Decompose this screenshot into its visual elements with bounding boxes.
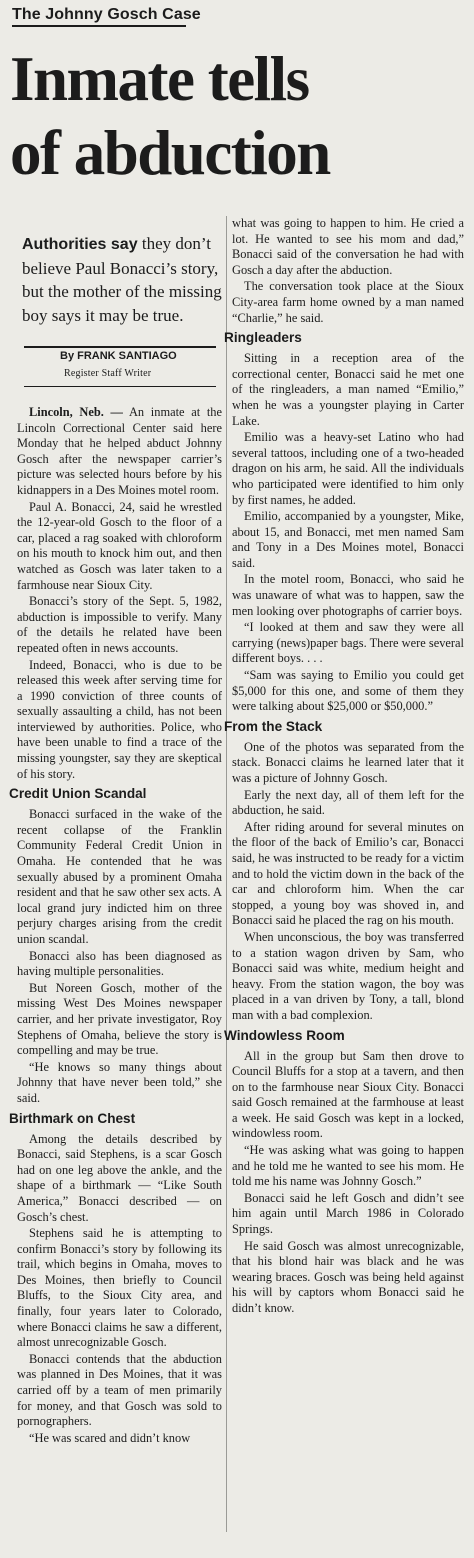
paragraph: Emilio, accompanied by a youngster, Mike, about 15, and Bonacci, met men named Sam and Tony in a Des Moines motel, Bonacci said. xyxy=(232,509,464,570)
byline-rule-top xyxy=(24,346,216,348)
paragraph: All in the group but Sam then drove to Council Bluffs for a stop at a tavern, and then on to the farmhouse near Sioux City. Bonacci said Gosch remained at the farmhouse at least a week. He said Gosch was kept in a locked, windowless room. xyxy=(232,1048,464,1141)
paragraph: But Noreen Gosch, mother of the missing West Des Moines newspaper carrier, and her private investigator, Roy Stephens of Omaha, believe the story is compelling and may be true. xyxy=(17,980,222,1058)
paragraph: Early the next day, all of them left for the abduction, he said. xyxy=(232,787,464,818)
paragraph: He said Gosch was almost unrecognizable, that his blond hair was black and he was wearing braces. Gosch was being held against his will by captors whom Bonacci said he didn’t know. xyxy=(232,1238,464,1315)
paragraph: “He knows so many things about Johnny that have never been told,” she said. xyxy=(17,1059,222,1105)
paragraph: “Sam was saying to Emilio you could get $5,000 for this one, and some of them they were talking about $25,000 or $50,000.” xyxy=(232,668,464,714)
byline-rule-bottom xyxy=(24,386,216,387)
paragraph: Paul A. Bonacci, 24, said he wrestled the 12-year-old Gosch to the floor of a car, placed a rag soaked with chloroform on his mouth to knock him out, and then watched as Gosch was later taken to a farmhouse near Sioux City. xyxy=(17,499,222,592)
paragraph: Among the details described by Bonacci, said Stephens, is a scar Gosch had on one leg above the ankle, and the shape of a birthmark — “Like South America,” Bonacci described — on Gosch’s chest. xyxy=(17,1131,222,1224)
paragraph: Sitting in a reception area of the correctional center, Bonacci said he met one of the ringleaders, a man named “Emilio,” when he was a youngster playing in Carter Lake. xyxy=(232,351,464,428)
paragraph: “He was scared and didn’t know xyxy=(29,1430,191,1445)
paragraph xyxy=(17,405,222,499)
dateline: Lincoln, Neb. — xyxy=(29,405,123,419)
paragraph: Stephens said he is attempting to confirm Bonacci’s story by following its trail, which begins in Omaha, moves to Des Moines, then briefly to Council Bluffs, to the Sioux City area, and finally, four years later to Colorado, where Bonacci claims he saw a different, almost unrecognizable Gosch. xyxy=(17,1226,222,1350)
byline-title: Register Staff Writer xyxy=(64,368,152,379)
subhead-credit-union-scandal: Credit Union Scandal xyxy=(9,786,147,802)
subhead-from-the-stack: From the Stack xyxy=(224,718,323,734)
byline: By FRANK SANTIAGO xyxy=(60,350,177,362)
paragraph: In the motel room, Bonacci, who said he was unaware of what was to happen, saw the men looking over photographs of carrier boys. xyxy=(232,572,464,618)
column-2 xyxy=(224,216,464,1318)
paragraph: Emilio was a heavy-set Latino who had several tattoos, including one of a two-headed dragon on his arm, he said. All the individuals who participated were identified to him only by first names, he added. xyxy=(232,430,464,507)
column-1 xyxy=(9,405,222,1447)
paragraph: After riding around for several minutes on the floor of the back of Emilio’s car, Bonacci said, he was instructed to be ready for a victim and to hold the victim down in the back of the car and chloroform him. When the car stopped, a young boy was shoved in, and Bonacci said he placed the rag on his mouth. xyxy=(232,819,464,928)
column-divider xyxy=(226,216,227,1532)
deck-lead: Authorities say xyxy=(22,236,138,253)
paragraph: Bonacci surfaced in the wake of the recent collapse of the Franklin Community Federal Credit Union in Omaha. He contended that he was sexually abused by a prominent Omaha resident and that he saw other sex acts. A local grand jury indicted him on three perjury charges arising from the credit union scandal. xyxy=(17,807,222,946)
paragraph: Bonacci’s story of the Sept. 5, 1982, abduction is impossible to verify. Many of the details he related have been repeated often in news accounts. xyxy=(17,594,222,655)
paragraph: Bonacci also has been diagnosed as having multiple personalities. xyxy=(17,948,222,979)
paragraph: Bonacci contends that the abduction was planned in Des Moines, that it was carried off by a team of men primarily for money, and that Gosch was sold to pornographers. xyxy=(17,1351,222,1429)
headline xyxy=(10,42,470,190)
deck-text: they don’t believe Paul Bonacci’s story, but the mother of the missing boy says it may be true. xyxy=(22,234,222,325)
series-label: The Johnny Gosch Case xyxy=(12,6,186,27)
headline-line-2: of abduction xyxy=(10,118,330,188)
paragraph: Indeed, Bonacci, who is due to be released this week after serving time for a 1990 conviction of three counts of sexually assaulting a child, has not been interviewed by authorities. Police, who have been unable to find a trace of the missing youngster, say they are skeptical of his story. xyxy=(17,657,222,781)
paragraph: Bonacci said he left Gosch and didn’t see him again until March 1986 in Colorado Springs. xyxy=(232,1190,464,1237)
paragraph: One of the photos was separated from the stack. Bonacci claims he learned later that it was a picture of Johnny Gosch. xyxy=(232,739,464,785)
paragraph: The conversation took place at the Sioux City-area farm home owned by a man named “Charlie,” he said. xyxy=(232,279,464,325)
subhead-birthmark-on-chest: Birthmark on Chest xyxy=(9,1110,136,1126)
paragraph: When unconscious, the boy was transferred to a station wagon driven by Sam, who Bonacci said was white, medium height and heavy. From the station wagon, the boy was placed in a van driven by Tony, a tall, blond man with a bad complexion. xyxy=(232,929,464,1022)
headline-line-1: Inmate tells xyxy=(10,44,309,114)
deck xyxy=(22,232,222,327)
paragraph: “He was asking what was going to happen and he told me he wanted to see his mom. He told me his name was Johnny Gosch.” xyxy=(232,1143,464,1189)
paragraph: “I looked at them and saw they were all carrying (news)paper bags. There were several different boys. . . . xyxy=(232,620,464,666)
subhead-ringleaders: Ringleaders xyxy=(224,330,302,346)
subhead-windowless-room: Windowless Room xyxy=(224,1027,345,1043)
paragraph-text: An inmate at the Lincoln Correctional Center said here Monday that he helped abduct Johnny Gosch after the newspaper carrier’s picture was selected hours before by his kidnappers in a Des Moines motel room. xyxy=(17,405,222,497)
paragraph: what was going to happen to him. He cried a lot. He wanted to see his mom and dad,” Bonacci said of the conversation he had with Gosch a day after the abduction. xyxy=(232,216,464,277)
